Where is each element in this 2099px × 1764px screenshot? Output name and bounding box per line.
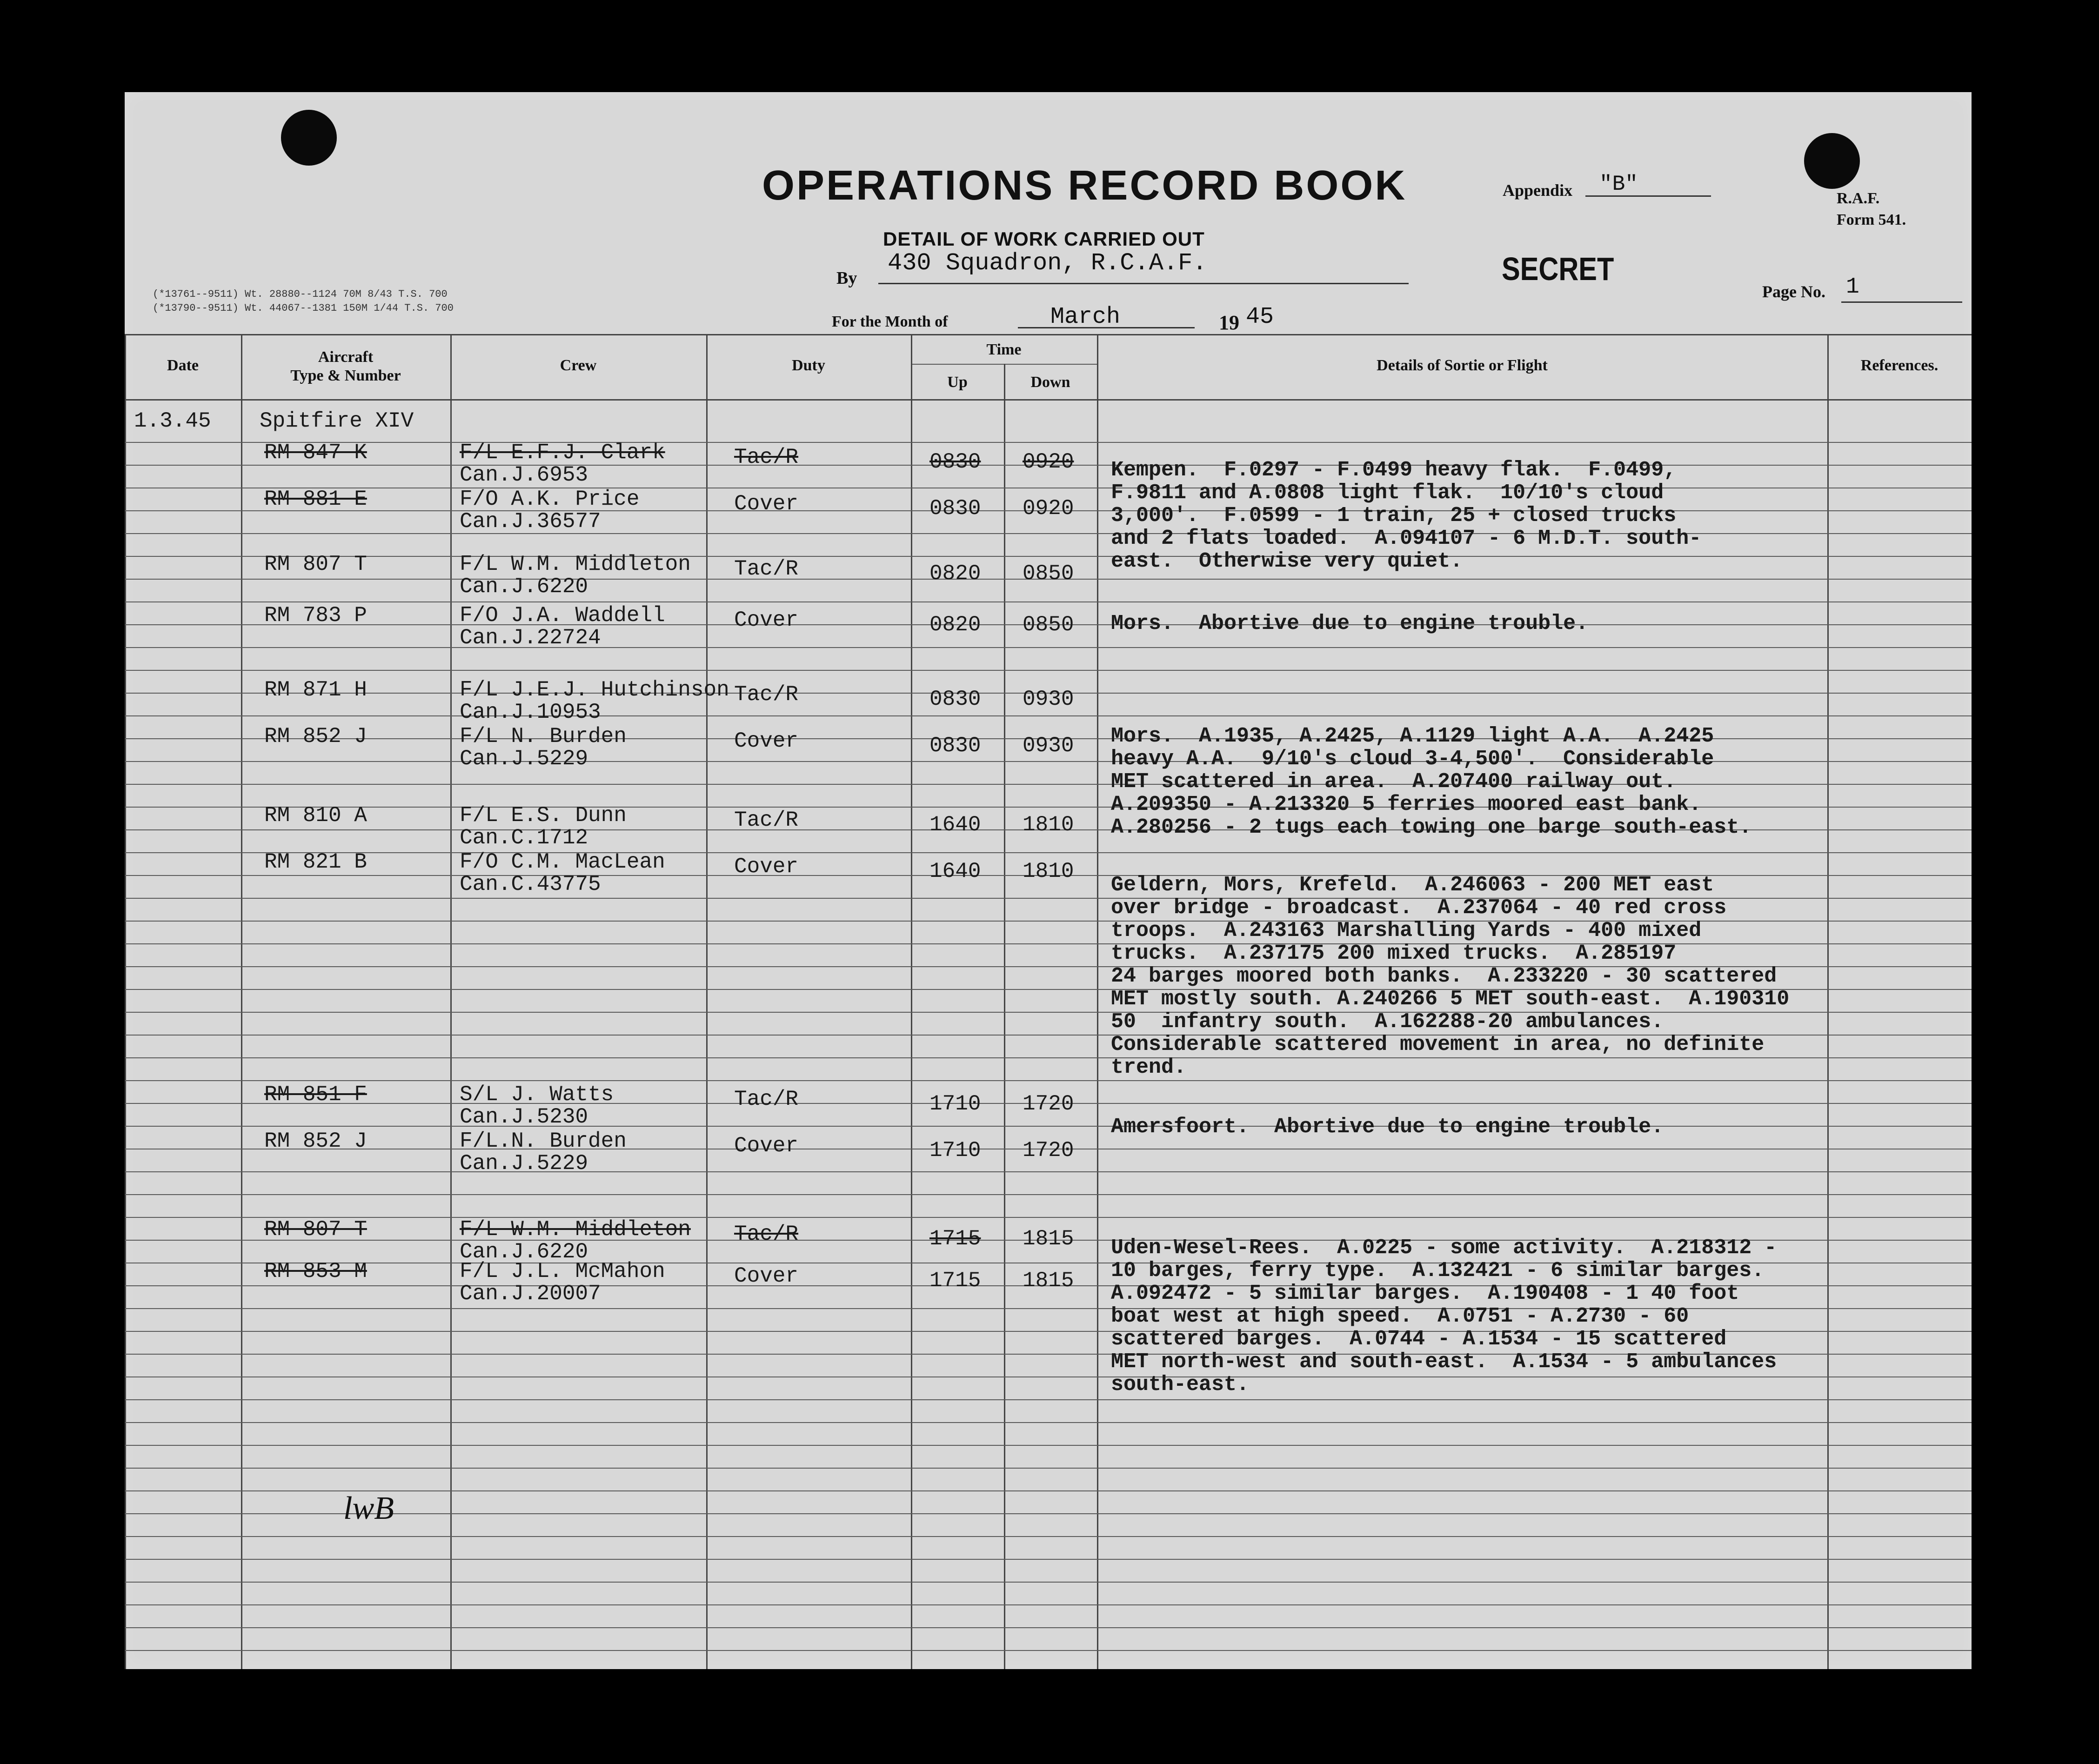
- time-down: 0850: [1023, 561, 1074, 586]
- col-line-down: [1097, 334, 1098, 1669]
- crew-service-number: Can.C.43775: [460, 872, 601, 896]
- time-up: 0820: [929, 613, 981, 637]
- ruled-line: [125, 1171, 1972, 1172]
- ruled-line: [125, 852, 1972, 853]
- ruled-line: [125, 1650, 1972, 1651]
- col-line-up: [1004, 364, 1005, 1669]
- by-underline: [878, 283, 1409, 284]
- table-top-border: [125, 334, 1972, 335]
- punch-hole-right: [1804, 133, 1860, 189]
- time-up: 1710: [929, 1138, 981, 1163]
- header-duty: Duty: [792, 357, 825, 374]
- entry-date: 1.3.45: [134, 409, 211, 433]
- crew-service-number: Can.J.5229: [460, 747, 588, 771]
- duty: Tac/R: [734, 682, 799, 707]
- header-up: Up: [947, 374, 968, 391]
- crew-name: F/L E.F.J. Clark: [460, 441, 665, 465]
- secret-stamp: SECRET: [1502, 251, 1614, 287]
- time-down: 1815: [1023, 1269, 1074, 1293]
- ruled-line: [125, 1582, 1972, 1583]
- crew-service-number: Can.J.22724: [460, 626, 601, 650]
- aircraft-number: RM 821 B: [264, 850, 367, 874]
- aircraft-number: RM 810 A: [264, 803, 367, 828]
- ruled-line: [125, 1536, 1972, 1537]
- header-crew: Crew: [560, 357, 597, 374]
- aircraft-number: RM 881 E: [264, 487, 367, 511]
- crew-name: S/L J. Watts: [460, 1082, 614, 1107]
- ruled-line: [125, 1422, 1972, 1423]
- appendix-underline: [1585, 195, 1711, 197]
- year-prefix: 19: [1219, 311, 1239, 334]
- duty: Cover: [734, 1264, 799, 1288]
- appendix-value: "B": [1599, 172, 1638, 196]
- aircraft-number: RM 852 J: [264, 724, 367, 748]
- crew-name: F/L N. Burden: [460, 724, 627, 748]
- aircraft-type: Spitfire XIV: [260, 409, 414, 433]
- time-up: 0830: [929, 496, 981, 521]
- crew-name: F/L W.M. Middleton: [460, 552, 691, 576]
- duty: Cover: [734, 729, 799, 753]
- crew-name: F/O A.K. Price: [460, 487, 640, 511]
- duty: Cover: [734, 1134, 799, 1158]
- ruled-line: [125, 1627, 1972, 1628]
- crew-service-number: Can.J.6220: [460, 575, 588, 599]
- sortie-detail-2: Mors. Abortive due to engine trouble.: [1111, 612, 1589, 635]
- crew-name: F/O C.M. MacLean: [460, 850, 665, 874]
- record-sheet: [125, 92, 1972, 1669]
- crew-service-number: Can.J.5230: [460, 1105, 588, 1129]
- crew-name: F/L J.L. McMahon: [460, 1259, 665, 1283]
- crew-name: F/L E.S. Dunn: [460, 803, 627, 828]
- header-date: Date: [167, 357, 199, 374]
- print-code-line2: (*13790--9511) Wt. 44067--1381 150M 1/44 T.S. 700: [153, 302, 454, 314]
- print-code-line1: (*13761--9511) Wt. 28880--1124 70M 8/43 T.S. 700: [153, 288, 448, 300]
- sortie-detail-5: Amersfoort. Abortive due to engine trouble.: [1111, 1115, 1664, 1139]
- ruled-line: [125, 1399, 1972, 1400]
- duty: Tac/R: [734, 557, 799, 581]
- crew-name: F/L J.E.J. Hutchinson: [460, 678, 729, 702]
- crew-service-number: Can.C.1712: [460, 826, 588, 850]
- duty: Cover: [734, 608, 799, 632]
- month-underline: [1018, 327, 1195, 328]
- ruled-line: [125, 601, 1972, 602]
- header-time: Time: [986, 341, 1022, 358]
- ruled-line: [125, 1080, 1972, 1081]
- time-down: 1815: [1023, 1227, 1074, 1251]
- time-up: 0830: [929, 450, 981, 474]
- ruled-line: [125, 1513, 1972, 1514]
- duty: Cover: [734, 492, 799, 516]
- ruled-line: [125, 1194, 1972, 1195]
- squadron-name: 430 Squadron, R.C.A.F.: [888, 249, 1207, 277]
- crew-service-number: Can.J.6953: [460, 463, 588, 487]
- col-line-date: [241, 334, 242, 1669]
- time-up: 1640: [929, 859, 981, 883]
- aircraft-number: RM 851 F: [264, 1082, 367, 1107]
- page-underline: [1841, 301, 1962, 303]
- col-line-0: [125, 334, 126, 1669]
- aircraft-number: RM 852 J: [264, 1129, 367, 1153]
- ruled-line: [125, 1217, 1972, 1218]
- ruled-line: [125, 1490, 1972, 1491]
- header-aircraft: Aircraft Type & Number: [290, 348, 401, 384]
- aircraft-number: RM 847 K: [264, 441, 367, 465]
- time-down: 0850: [1023, 613, 1074, 637]
- duty: Tac/R: [734, 808, 799, 832]
- header-bottom-border: [125, 399, 1972, 401]
- aircraft-number: RM 783 P: [264, 603, 367, 628]
- time-up: 1710: [929, 1092, 981, 1116]
- print-codes: [153, 287, 454, 315]
- duty: Tac/R: [734, 1087, 799, 1111]
- time-down: 0930: [1023, 687, 1074, 711]
- ruled-line: [125, 647, 1972, 648]
- header-details: Details of Sortie or Flight: [1377, 357, 1548, 374]
- form-subtitle: DETAIL OF WORK CARRIED OUT: [883, 228, 1205, 250]
- form-title: OPERATIONS RECORD BOOK: [762, 162, 1407, 209]
- time-down: 0920: [1023, 450, 1074, 474]
- time-down: 1810: [1023, 859, 1074, 883]
- aircraft-number: RM 871 H: [264, 678, 367, 702]
- ruled-line: [125, 715, 1972, 716]
- header-down: Down: [1030, 374, 1070, 391]
- ruled-line: [125, 670, 1972, 671]
- page-label: Page No.: [1762, 282, 1825, 301]
- col-line-crew: [706, 334, 708, 1669]
- duty: Tac/R: [734, 445, 799, 469]
- signature-initials: lwB: [343, 1490, 394, 1526]
- appendix-label: Appendix: [1503, 181, 1573, 200]
- time-up: 0830: [929, 734, 981, 758]
- time-up: 1640: [929, 813, 981, 837]
- month-label: For the Month of: [832, 313, 948, 330]
- form-number-line2: Form 541.: [1837, 211, 1906, 228]
- year-value: 45: [1246, 304, 1274, 330]
- by-label: By: [836, 268, 857, 288]
- time-down: 1720: [1023, 1138, 1074, 1163]
- ruled-line: [125, 1559, 1972, 1560]
- aircraft-number: RM 807 T: [264, 1217, 367, 1242]
- time-up: 0830: [929, 687, 981, 711]
- header-references: References.: [1860, 357, 1939, 374]
- page-value: 1: [1846, 274, 1859, 300]
- crew-name: F/L W.M. Middleton: [460, 1217, 691, 1242]
- sortie-detail-4: Geldern, Mors, Krefeld. A.246063 - 200 MET east over bridge - broadcast. A.237064 - 40 red cross troops. A.243163 Marshalling Yards - 400 mixed trucks. A.237175 200 mixed trucks. A.285197 24 barges moored both banks. A.233220 - 30 scattered MET mostly south. A.240266 5 MET south-east. A.190310 50 infantry south. A.162288-20 ambulances. Considerable scattered movement in area, no definite trend.: [1111, 873, 1790, 1079]
- duty: Tac/R: [734, 1222, 799, 1246]
- crew-name: F/O J.A. Waddell: [460, 603, 665, 628]
- ruled-line: [125, 1126, 1972, 1127]
- ruled-line: [125, 1468, 1972, 1469]
- time-up: 1715: [929, 1227, 981, 1251]
- col-line-details: [1827, 334, 1829, 1669]
- sortie-detail-6: Uden-Wesel-Rees. A.0225 - some activity. A.218312 - 10 barges, ferry type. A.132421 - 6 similar barges. A.092472 - 5 similar barges. A.190408 - 1 40 foot boat west at high speed. A.0751 - A.2730 - 60 scattered barges. A.0744 - A.1534 - 15 scattered MET north-west and south-east. A.1534 - 5 ambulances south-east.: [1111, 1236, 1777, 1396]
- col-line-aircraft: [450, 334, 452, 1669]
- time-down: 1810: [1023, 813, 1074, 837]
- duty: Cover: [734, 855, 799, 879]
- ruled-line: [125, 1604, 1972, 1605]
- time-down: 0930: [1023, 734, 1074, 758]
- ruled-line: [125, 442, 1972, 443]
- crew-name: F/L.N. Burden: [460, 1129, 627, 1153]
- time-up: 1715: [929, 1269, 981, 1293]
- sortie-detail-1: Kempen. F.0297 - F.0499 heavy flak. F.0499, F.9811 and A.0808 light flak. 10/10's cloud 3,000'. F.0599 - 1 train, 25 + closed trucks and 2 flats loaded. A.094107 - 6 M.D.T. south- east. Otherwise very quiet.: [1111, 458, 1702, 573]
- punch-hole-left: [281, 110, 337, 166]
- form-number-line1: R.A.F.: [1837, 190, 1880, 207]
- crew-service-number: Can.J.36577: [460, 509, 601, 534]
- crew-service-number: Can.J.5229: [460, 1151, 588, 1176]
- crew-service-number: Can.J.10953: [460, 700, 601, 724]
- time-down: 1720: [1023, 1092, 1074, 1116]
- month-value: March: [1050, 304, 1121, 330]
- sortie-detail-3: Mors. A.1935, A.2425, A.1129 light A.A. A.2425 heavy A.A. 9/10's cloud 3-4,500'. Considerable MET scattered in area. A.207400 railway out. A.209350 - A.213320 5 ferries moored east bank. A.280256 - 2 tugs each towing one barge south-east.: [1111, 724, 1752, 839]
- time-down: 0920: [1023, 496, 1074, 521]
- record-table: [125, 334, 1972, 1669]
- crew-service-number: Can.J.20007: [460, 1282, 601, 1306]
- time-up: 0820: [929, 561, 981, 586]
- crew-service-number: Can.J.6220: [460, 1240, 588, 1264]
- aircraft-number: RM 807 T: [264, 552, 367, 576]
- col-line-duty: [911, 334, 912, 1669]
- aircraft-number: RM 853 M: [264, 1259, 367, 1283]
- ruled-line: [125, 1445, 1972, 1446]
